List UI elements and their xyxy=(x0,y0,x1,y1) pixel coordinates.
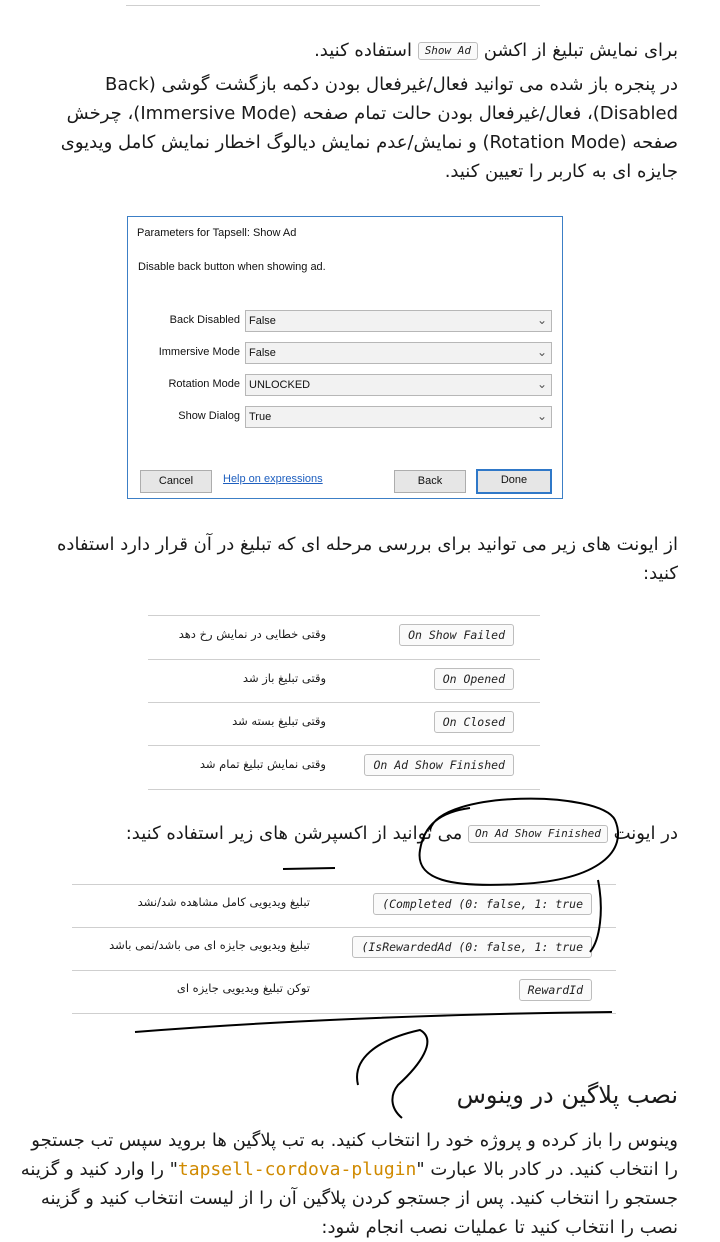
expression-description: توکن تبلیغ ویدیویی جایزه ای xyxy=(176,981,310,995)
arrow-scribble xyxy=(590,880,601,952)
underline-scribble xyxy=(283,868,335,869)
chevron-down-icon: ⌄ xyxy=(536,377,547,391)
plugin-name: tapsell-cordova-plugin xyxy=(177,1159,417,1180)
field-label: Back Disabled xyxy=(169,314,240,326)
install-heading: نصب پلاگین در وینوس xyxy=(456,1081,678,1109)
chevron-down-icon: ⌄ xyxy=(536,409,547,423)
event-code: On Ad Show Finished xyxy=(364,754,514,776)
intro-description: در پنجره باز شده می توانید فعال/غیرفعال بودن دکمه بازگشت گوشی (Back Disabled)، فعال/غیرفعال بودن حالت تمام صفحه (Immersive Mode)، چرخش صفحه (Rotation Mode) و نمایش/عدم نمایش دیالوگ اخطار نمایش کامل ویدیوی جایزه ای به کاربر را تعیین کنید. xyxy=(60,74,678,182)
expression-description: تبلیغ ویدیویی جایزه ای می باشد/نمی باشد xyxy=(109,938,310,952)
show-ad-chip: Show Ad xyxy=(418,42,478,60)
chevron-down-icon: ⌄ xyxy=(536,313,547,327)
dialog-title: Parameters for Tapsell: Show Ad xyxy=(137,227,297,239)
event-code: On Show Failed xyxy=(399,624,514,646)
loop-scribble xyxy=(357,1030,427,1118)
done-button[interactable]: Done xyxy=(476,469,552,494)
long-underline-scribble xyxy=(135,1012,612,1032)
intro-text-before: برای نمایش تبلیغ از اکشن xyxy=(483,40,678,61)
select-value: True xyxy=(249,411,272,423)
cancel-button[interactable]: Cancel xyxy=(140,470,212,493)
event-code: On Closed xyxy=(434,711,514,733)
event-description: وقتی نمایش تبلیغ تمام شد xyxy=(199,757,326,771)
expression-code: (Completed (0: false, 1: true xyxy=(373,893,592,915)
install-text-part1: وینوس را باز کرده و پروژه خود را انتخاب کنید. به تب پلاگین ها بروید سپس تب جستجو را انتخاب کنید. در کادر بالا عبارت " xyxy=(31,1130,678,1180)
expression-code: (IsRewardedAd (0: false, 1: true xyxy=(352,936,592,958)
help-on-expressions-link[interactable]: Help on expressions xyxy=(223,473,323,485)
expression-description: تبلیغ ویدیویی کامل مشاهده شد/نشد xyxy=(137,895,310,909)
select-value: False xyxy=(249,315,276,327)
expr-text-after: می توانید از اکسپرشن های زیر استفاده کنید: xyxy=(125,823,463,844)
expr-text-before: در ایونت xyxy=(613,823,678,844)
event-description: وقتی تبلیغ باز شد xyxy=(242,671,326,685)
back-button[interactable]: Back xyxy=(394,470,466,493)
field-label: Show Dialog xyxy=(178,410,240,422)
event-description: وقتی خطایی در نمایش رخ دهد xyxy=(178,627,326,641)
intro-text-after: استفاده کنید. xyxy=(314,40,412,61)
on-ad-show-finished-chip: On Ad Show Finished xyxy=(468,825,608,843)
chevron-down-icon: ⌄ xyxy=(536,345,547,359)
field-label: Immersive Mode xyxy=(158,346,240,358)
field-label: Rotation Mode xyxy=(168,378,240,390)
install-text-part2: " را وارد کنید و گزینه جستجو را انتخاب کنید. پس از جستجو کردن پلاگین آن را از لیست انتخاب کنید و گزینه نصب را انتخاب کنید تا عملیات نصب انجام شود: xyxy=(20,1159,678,1238)
dialog-description: Disable back button when showing ad. xyxy=(138,261,326,273)
expression-code: RewardId xyxy=(519,979,592,1001)
select-value: UNLOCKED xyxy=(249,379,311,391)
event-description: وقتی تبلیغ بسته شد xyxy=(232,714,326,728)
event-code: On Opened xyxy=(434,668,514,690)
events-intro: از ایونت های زیر می توانید برای بررسی مرحله ای که تبلیغ در آن قرار دارد استفاده کنید: xyxy=(57,534,678,584)
select-value: False xyxy=(249,347,276,359)
circle-scribble xyxy=(420,799,619,885)
